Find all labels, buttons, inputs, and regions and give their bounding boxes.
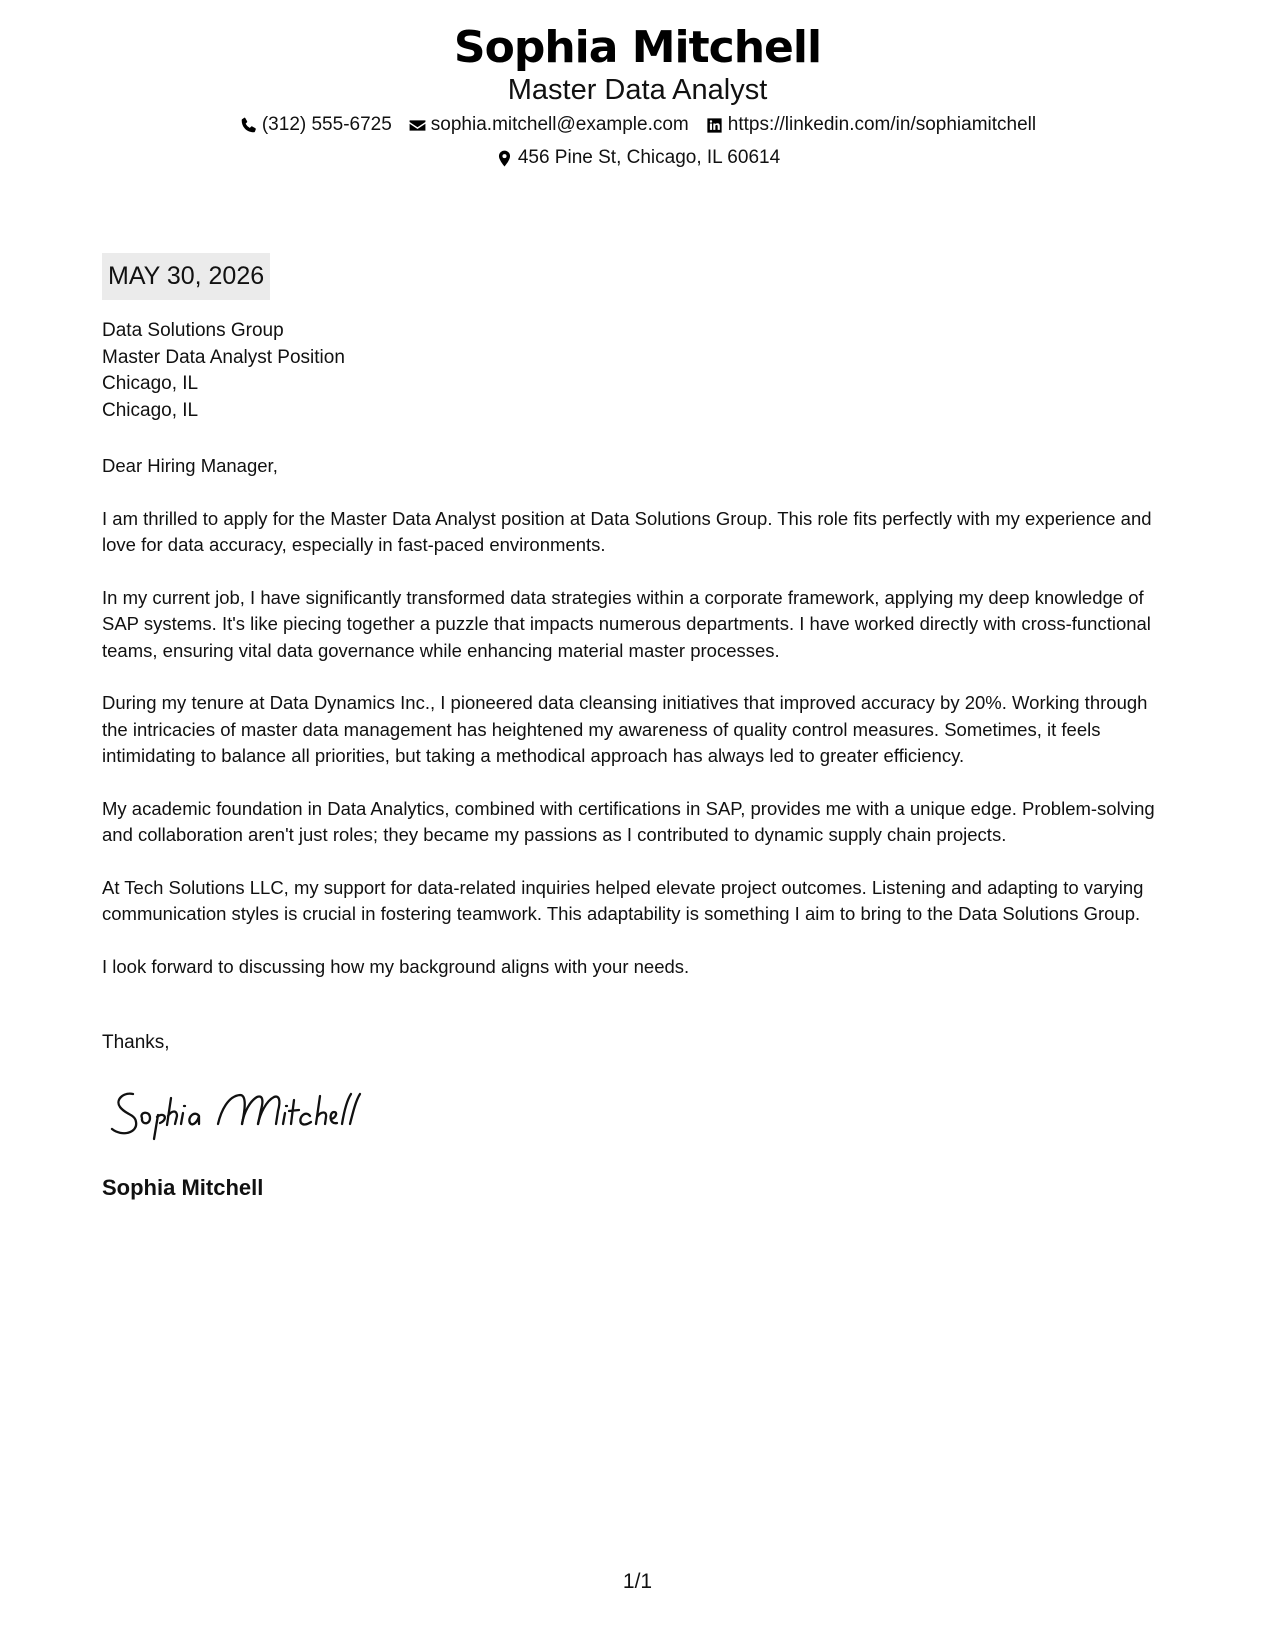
phone-icon — [239, 116, 258, 135]
linkedin-text[interactable]: https://linkedin.com/in/sophiamitchell — [727, 114, 1037, 135]
letter-paragraph: I look forward to discussing how my background aligns with your needs. — [102, 955, 690, 977]
envelope-icon — [408, 116, 427, 135]
contact-address — [495, 146, 780, 170]
recipient-line: Master Data Analyst Position — [102, 346, 345, 368]
recipient-line: Chicago, IL — [102, 399, 199, 421]
applicant-role: Master Data Analyst — [507, 74, 768, 106]
letter-paragraph: My academic foundation in Data Analytics, combined with certifications in SAP, provides me with a unique edge. Problem-solving and collaboration aren't just roles; they became my passions as I contributed to dynamic supply chain projects. — [102, 797, 1155, 845]
phone-text: (312) 555-6725 — [261, 114, 392, 135]
contact-phone — [239, 113, 392, 137]
letter-paragraph: I am thrilled to apply for the Master Data Analyst position at Data Solutions Group. This role fits perfectly with my experience and love for data accuracy, especially in fast-paced environments. — [102, 507, 1152, 555]
page-number: 1/1 — [622, 1570, 653, 1593]
applicant-name: Sophia Mitchell — [453, 22, 822, 73]
linkedin-icon — [705, 116, 724, 135]
signature-image — [108, 1086, 368, 1146]
recipient-line: Chicago, IL — [102, 373, 199, 394]
contact-linkedin[interactable] — [705, 113, 1036, 137]
recipient-line: Data Solutions Group — [102, 320, 284, 341]
salutation: Dear Hiring Manager, — [102, 455, 278, 476]
email-text[interactable]: sophia.mitchell@example.com — [430, 114, 689, 135]
signer-name: Sophia Mitchell — [102, 1175, 264, 1200]
letter-paragraph: During my tenure at Data Dynamics Inc., I pioneered data cleansing initiatives that improved accuracy by 20%. Working through the intricacies of master data management has heightened my awareness of quality control measures. Sometimes, it feels intimidating to balance all priorities, but taking a methodical approach has always led to greater efficiency. — [102, 692, 1148, 766]
map-marker-icon — [495, 149, 514, 168]
letter-date: MAY 30, 2026 — [102, 253, 270, 300]
address-text: 456 Pine St, Chicago, IL 60614 — [517, 147, 781, 168]
letter-paragraph: At Tech Solutions LLC, my support for data-related inquiries helped elevate project outcomes. Listening and adapting to varying communication styles is crucial in fostering teamwork. This adaptability is something I aim to bring to the Data Solutions Group. — [102, 876, 1144, 924]
letter-body — [102, 453, 1172, 1006]
contact-row-primary — [0, 113, 1275, 137]
letter-paragraph: In my current job, I have significantly transformed data strategies within a corporate framework, applying my deep knowledge of SAP systems. It's like piecing together a puzzle that impacts numerous departments. I have worked directly with cross-functional teams, ensuring vital data governance while enhancing material master processes. — [102, 586, 1151, 661]
contact-email[interactable] — [408, 113, 689, 137]
recipient-block — [102, 318, 1162, 424]
contact-row-address — [0, 146, 1275, 170]
closing-text: Thanks, — [102, 1032, 170, 1053]
